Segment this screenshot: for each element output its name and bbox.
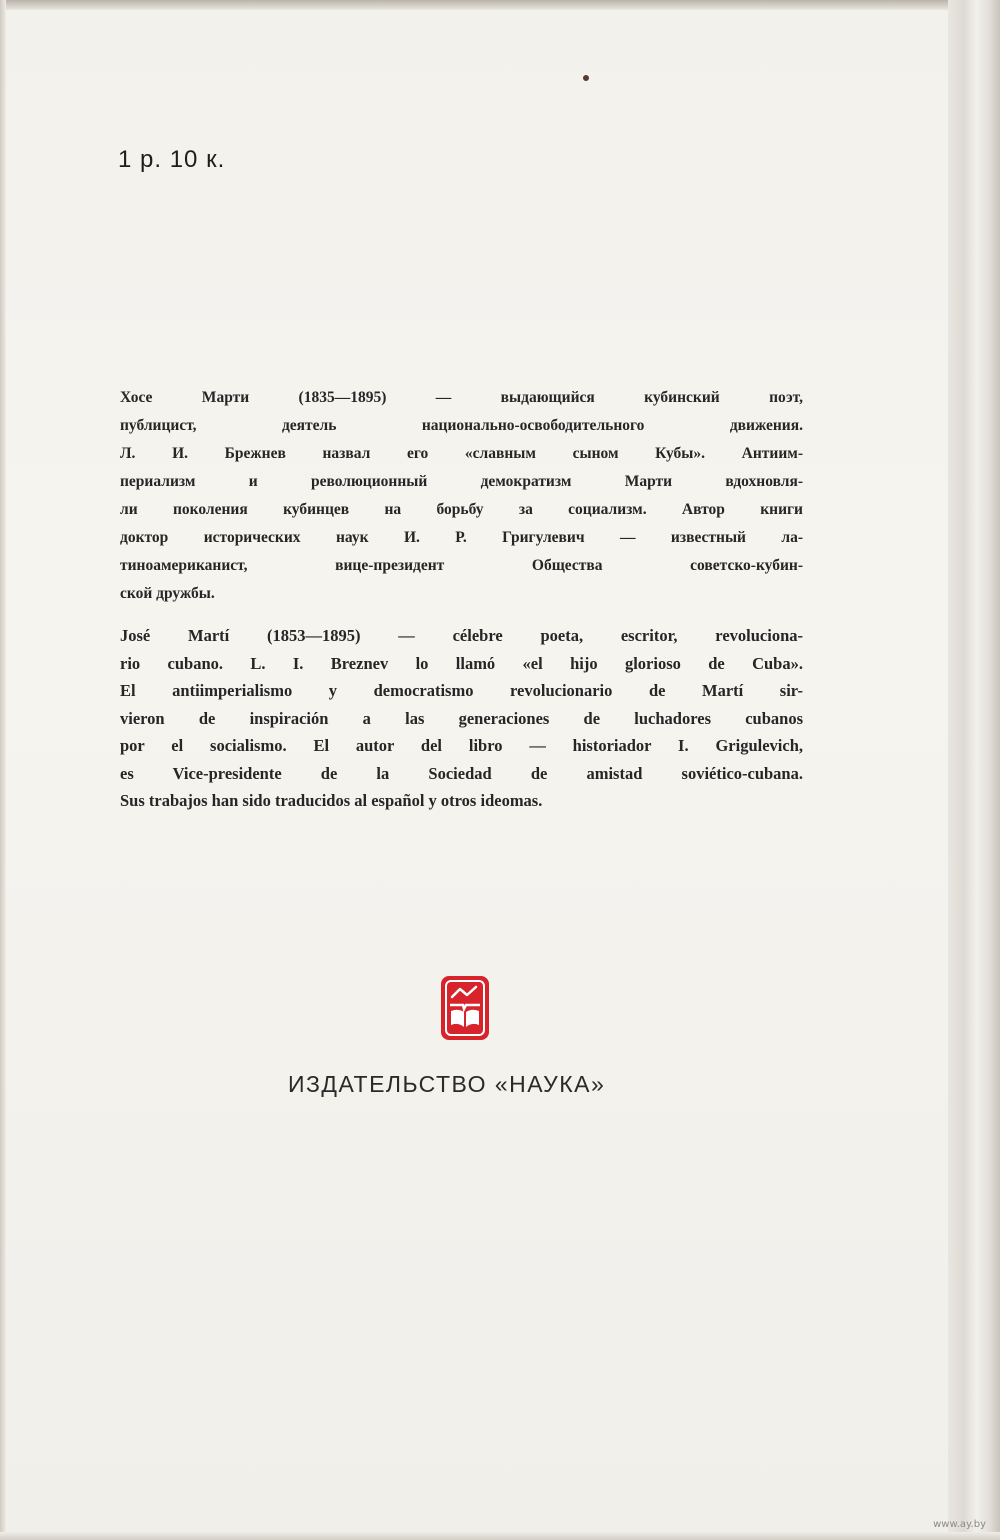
annotation-ru-line: периализм и революционный демократизм Марти вдохновля- (120, 473, 803, 490)
annotation-es-line: rio cubano. L. I. Breznev lo llamó «el hijo glorioso de Cuba». (120, 653, 803, 673)
print-speck (583, 75, 589, 81)
annotation-ru-line: тиноамериканист, вице-президент Общества советско-кубин- (120, 557, 803, 574)
publisher-name: ИЗДАТЕЛЬСТВО «НАУКА» (288, 1071, 606, 1097)
annotation-ru-line: публицист, деятель национально-освободительного движения. (120, 417, 803, 434)
annotation-ru-line: Л. И. Брежнев назвал его «славным сыном Кубы». Антиим- (120, 445, 803, 462)
annotation-ru-line: ской дружбы. (120, 585, 215, 602)
cover-top-edge (0, 0, 1000, 10)
cover-spine-edge (948, 0, 1000, 1540)
watermark-text: www.ay.by (933, 1519, 986, 1530)
annotation-spanish (120, 622, 803, 815)
annotation-ru-line: Хосе Марти (1835—1895) — выдающийся кубинский поэт, (120, 389, 803, 406)
annotation-es-line: vieron de inspiración a las generaciones de luchadores cubanos (120, 708, 803, 728)
annotation-es-line: por el socialismo. El autor del libro — historiador I. Grigulevich, (120, 736, 803, 755)
annotation-es-line: Sus trabajos han sido traducidos al español y otros ideomas. (120, 791, 543, 810)
annotation-russian (120, 384, 803, 608)
annotation-ru-line: доктор исторических наук И. Р. Григулевич — известный ла- (120, 529, 803, 546)
publisher-logo-icon (440, 975, 490, 1041)
cover-left-edge (0, 0, 6, 1540)
annotation-es-line: José Martí (1853—1895) — célebre poeta, escritor, revoluciona- (120, 626, 803, 645)
annotation-ru-line: ли поколения кубинцев на борьбу за социализм. Автор книги (120, 501, 803, 518)
annotation-es-line: El antiimperialismo y democratismo revolucionario de Martí sir- (120, 681, 803, 700)
cover-bottom-edge (0, 1532, 1000, 1540)
price-label: 1 р. 10 к. (118, 146, 226, 173)
annotation-es-line: es Vice-presidente de la Sociedad de amistad soviético-cubana. (120, 763, 803, 783)
